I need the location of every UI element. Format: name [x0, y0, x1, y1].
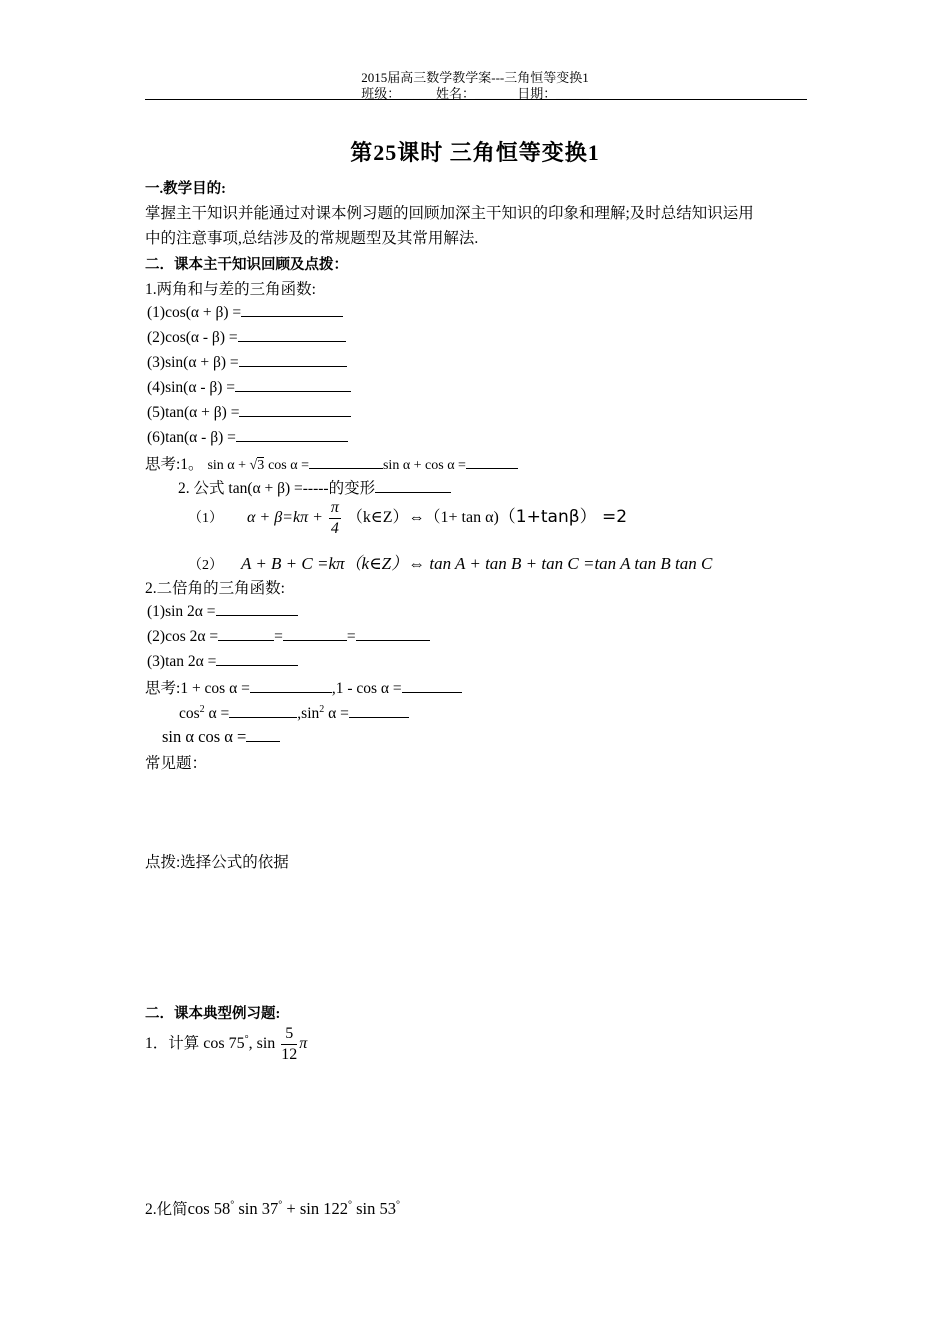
double-label: (1) — [147, 603, 166, 620]
think2-expr-c: α = — [208, 705, 230, 722]
answer-blank[interactable] — [239, 351, 347, 367]
answer-blank[interactable] — [216, 600, 298, 616]
example2-expr-c: + sin 122 — [282, 1199, 348, 1218]
example1-prefix: 1．计算 — [145, 1035, 200, 1053]
answer-blank[interactable] — [241, 301, 343, 317]
degree-sign: ° — [244, 1033, 249, 1045]
page-title: 第25课时 三角恒等变换1 — [350, 140, 600, 165]
formula-label: (2) — [147, 329, 166, 346]
answer-blank[interactable] — [309, 453, 383, 469]
answer-blank[interactable] — [235, 376, 351, 392]
variant1-row — [188, 500, 627, 537]
section1-para2: 中的注意事项,总结涉及的常规题型及其常用解法. — [145, 230, 479, 247]
answer-blank[interactable] — [246, 726, 280, 742]
formula-label: (3) — [147, 354, 166, 371]
formula-label: (1) — [147, 304, 166, 321]
equals-sign: = — [346, 628, 356, 645]
double-label: (3) — [147, 653, 166, 670]
variant1-expr-a: α + β=kπ + — [247, 509, 323, 527]
formula-label: (5) — [147, 404, 166, 421]
pi-symbol: π — [299, 1035, 308, 1053]
think1-expr-c: sin α + cos α = — [382, 458, 466, 473]
answer-blank[interactable] — [283, 625, 347, 641]
answer-blank[interactable] — [356, 625, 430, 641]
fraction-denominator: 4 — [330, 520, 339, 537]
degree-sign: ° — [395, 1199, 400, 1211]
section3-heading: 二．课本典型例习题: — [145, 1006, 281, 1022]
header-line1: 2015届高三数学教学案---三角恒等变换1 — [361, 70, 589, 85]
formula-row — [147, 401, 351, 422]
tan-variant-row — [178, 476, 451, 498]
fraction-numerator: π — [329, 500, 341, 519]
pi-over-4-fraction — [329, 500, 341, 537]
sqrt-sign: √ — [249, 458, 258, 473]
formula-expr: cos(α + β) = — [165, 304, 242, 321]
double-expr: tan 2α = — [165, 653, 217, 670]
five-twelfths-fraction — [281, 1026, 297, 1063]
equals-sign: = — [274, 628, 283, 645]
formula-expr: sin(α - β) = — [165, 379, 236, 396]
cos-label: cos — [179, 705, 200, 722]
square-exponent: 2 — [199, 703, 205, 715]
answer-blank[interactable] — [402, 677, 462, 693]
header-line2: 班级：_____ 姓名：______ 日期：_____ — [361, 86, 589, 101]
section1-heading: 一.教学目的: — [145, 181, 226, 197]
section1-para1: 掌握主干知识并能通过对课本例习题的回顾加深主干知识的印象和理解;及时总结知识运用 — [145, 205, 754, 222]
degree-sign: ° — [347, 1199, 352, 1211]
example2-prefix: 2.化简 — [145, 1201, 188, 1218]
double-row — [147, 625, 430, 646]
tan-variant-suffix: -----的变形 — [302, 480, 376, 497]
formula-expr: tan(α + β) = — [165, 404, 240, 421]
think1-prefix: 思考:1。 — [145, 456, 204, 473]
formula-label: (4) — [147, 379, 166, 396]
sin-label: ,sin — [297, 705, 320, 722]
tip-label: 点拨:选择公式的依据 — [145, 854, 289, 871]
formula-expr: tan(α - β) = — [165, 429, 236, 446]
think1-row — [145, 452, 518, 474]
formula-expr: sin(α + β) = — [165, 354, 239, 371]
tan-variant-prefix: 2. 公式 — [178, 480, 225, 497]
answer-blank[interactable] — [349, 702, 409, 718]
answer-blank[interactable] — [218, 625, 274, 641]
answer-blank[interactable] — [250, 677, 332, 693]
header-rule — [145, 99, 807, 100]
double-expr: cos 2α = — [165, 628, 219, 645]
example1-expr-b: , sin — [248, 1035, 276, 1053]
example2-expr-d: sin 53 — [351, 1199, 396, 1218]
tan-variant-expr: tan(α + β) = — [228, 480, 303, 497]
think2-expr-e: sin α cos α = — [162, 727, 247, 746]
square-exponent: 2 — [319, 703, 325, 715]
variant1-expr-c: （1+tanβ） =2 — [498, 507, 628, 528]
formula-row — [147, 326, 346, 347]
formula-expr: cos(α - β) = — [165, 329, 238, 346]
example2-expr-a: cos 58 — [187, 1199, 231, 1218]
formula-row — [147, 301, 343, 322]
sum-diff-heading: 1.两角和与差的三角函数: — [145, 281, 316, 298]
think2-prefix: 思考: — [145, 680, 181, 697]
example1-expr-a: cos 75 — [203, 1035, 245, 1053]
answer-blank[interactable] — [239, 401, 351, 417]
formula-label: (6) — [147, 429, 166, 446]
answer-blank[interactable] — [466, 453, 518, 469]
double-expr: sin 2α = — [165, 603, 216, 620]
double-label: (2) — [147, 628, 166, 645]
example2-expr-b: sin 37 — [234, 1199, 279, 1218]
double-row — [147, 600, 298, 621]
variant1-expr-b: （k∈Z）⇔（1+ tan α) — [346, 509, 499, 527]
common-problems-label: 常见题： — [145, 755, 208, 772]
degree-sign: ° — [278, 1199, 283, 1211]
think2-row-3 — [162, 726, 280, 747]
variant2-row — [188, 549, 712, 574]
think2-expr-a: 1 + cos α = — [180, 680, 250, 697]
answer-blank[interactable] — [216, 650, 298, 666]
think2-expr-d: α = — [328, 705, 349, 722]
formula-row — [147, 351, 347, 372]
answer-blank[interactable] — [236, 426, 348, 442]
think1-expr-a: sin α + — [207, 458, 250, 473]
think2-row — [145, 676, 462, 698]
answer-blank[interactable] — [229, 702, 297, 718]
double-row — [147, 650, 298, 671]
answer-blank[interactable] — [238, 326, 346, 342]
double-angle-heading: 2.二倍角的三角函数: — [145, 580, 285, 597]
fraction-numerator: 5 — [281, 1026, 297, 1045]
answer-blank[interactable] — [375, 477, 451, 493]
formula-row — [147, 426, 348, 447]
think2-row-2 — [179, 702, 409, 723]
fraction-denominator: 12 — [281, 1046, 298, 1063]
example2-row — [145, 1197, 400, 1219]
degree-sign: ° — [230, 1199, 235, 1211]
formula-row — [147, 376, 351, 397]
think1-expr-b: cos α = — [268, 458, 309, 473]
variant2-label: （2） — [188, 558, 223, 573]
think2-expr-b: ,1 - cos α = — [331, 680, 402, 697]
example1-row — [145, 1026, 307, 1063]
sqrt-radicand: 3 — [257, 458, 265, 473]
variant1-label: （1） — [188, 511, 223, 527]
variant2-expr: A + B + C =kπ（k∈Z）⇔ tan A + tan B + tan C =tan A tan B tan C — [241, 554, 713, 573]
section2-heading: 二．课本主干知识回顾及点拨： — [145, 257, 348, 273]
